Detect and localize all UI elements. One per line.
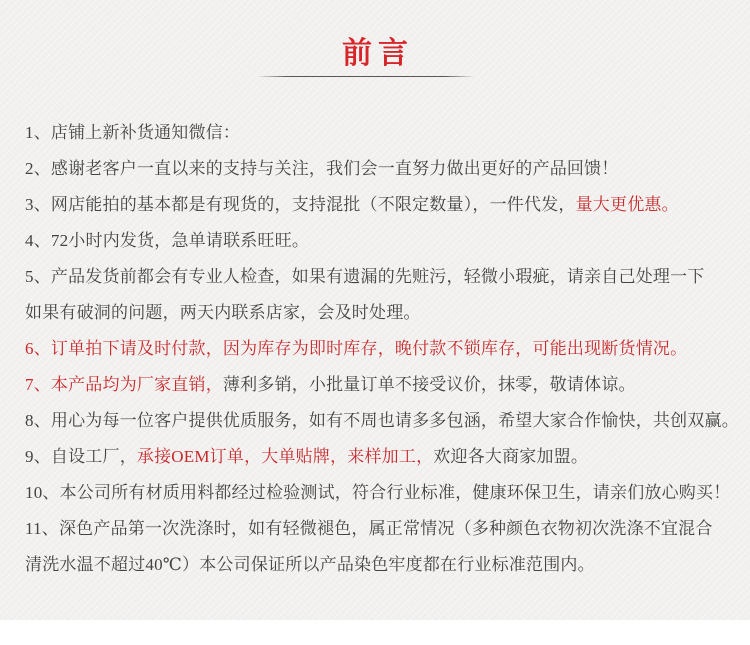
notice-line xyxy=(25,151,727,187)
text-segment: 承接OEM订单，大单贴牌，来样加工， xyxy=(136,447,434,466)
notice-line xyxy=(25,331,727,367)
text-segment: 11、深色产品第一次洗涤时，如有轻微褪色，属正常情况（多种颜色衣物初次洗涤不宜混合 xyxy=(25,519,713,538)
notice-line xyxy=(25,115,727,151)
text-segment: 欢迎各大商家加盟。 xyxy=(433,447,589,466)
notice-item xyxy=(25,439,727,475)
notice-item xyxy=(25,403,739,439)
notice-line xyxy=(25,547,727,583)
text-segment: 6、订单拍下请及时付款，因为库存为即时库存，晚付款不锁库存，可能出现断货情况。 xyxy=(25,339,688,358)
notice-line xyxy=(25,439,727,475)
text-segment: 10、本公司所有材质用料都经过检验测试，符合行业标准，健康环保卫生，请亲们放心购买！ xyxy=(25,483,731,502)
notice-list xyxy=(25,115,739,583)
page-header xyxy=(0,38,750,70)
text-segment: 薄利多销，小批量订单不接受议价，抹零，敬请体谅。 xyxy=(222,375,636,394)
text-segment: 2、感谢老客户一直以来的支持与关注，我们会一直努力做出更好的产品回馈！ xyxy=(25,159,619,178)
notice-item xyxy=(25,151,727,187)
notice-item xyxy=(25,223,727,259)
notice-line xyxy=(25,367,727,403)
notice-line xyxy=(25,223,727,259)
text-segment: 9、自设工厂， xyxy=(25,447,137,466)
title-divider xyxy=(257,76,475,77)
notice-item xyxy=(25,259,727,331)
text-segment: 3、网店能拍的基本都是有现货的，支持混批（不限定数量），一件代发， xyxy=(25,195,576,214)
notice-line xyxy=(25,511,727,547)
text-segment: 1、店铺上新补货通知微信： xyxy=(25,123,241,142)
notice-line xyxy=(25,295,727,331)
notice-line xyxy=(25,187,727,223)
page-title: 前言 xyxy=(342,37,414,70)
notice-line xyxy=(25,475,731,511)
text-segment: 4、72小时内发货，急单请联系旺旺。 xyxy=(25,231,310,250)
text-segment: 如果有破洞的问题，两天内联系店家，会及时处理。 xyxy=(25,303,421,322)
text-segment: 7、本产品均为厂家直销， xyxy=(25,375,223,394)
notice-line xyxy=(25,259,727,295)
notice-line xyxy=(25,403,739,439)
notice-item xyxy=(25,367,727,403)
notice-item xyxy=(25,115,727,151)
text-segment: 量大更优惠。 xyxy=(575,195,679,214)
notice-item xyxy=(25,331,727,367)
notice-item xyxy=(25,511,727,583)
notice-item xyxy=(25,187,727,223)
text-segment: 8、用心为每一位客户提供优质服务，如有不周也请多多包涵，希望大家合作愉快，共创双赢。 xyxy=(25,411,739,430)
text-segment: 5、产品发货前都会有专业人检查，如果有遗漏的先赃污，轻微小瑕疵，请亲自己处理一下 xyxy=(25,267,705,286)
text-segment: 清洗水温不超过40℃）本公司保证所以产品染色牢度都在行业标准范围内。 xyxy=(25,555,595,574)
notice-item xyxy=(25,475,731,511)
